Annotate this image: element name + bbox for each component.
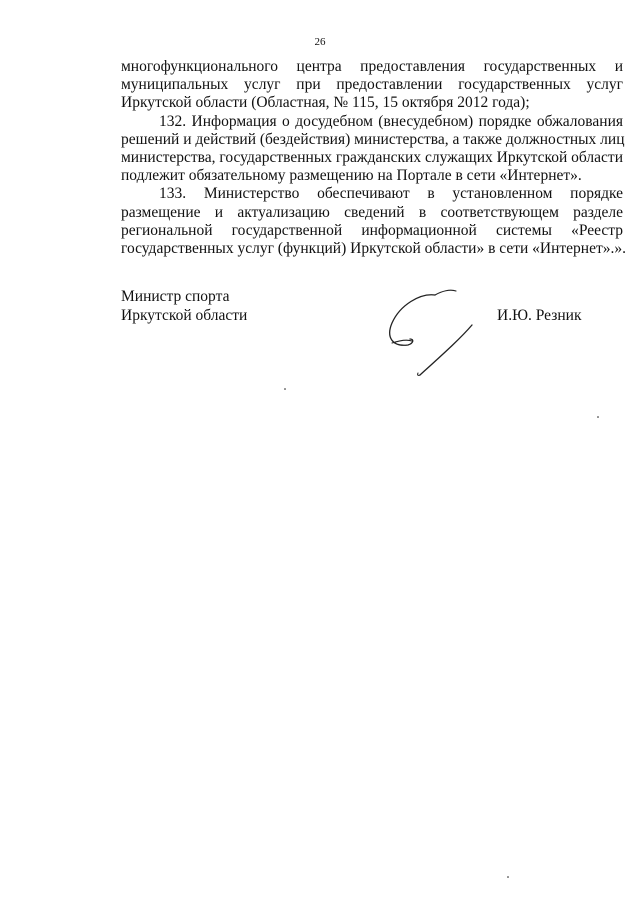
text-line: 133. Министерство обеспечивают в установленном порядке	[159, 185, 623, 203]
scan-speck	[597, 416, 599, 418]
text-line: муниципальных услуг при предоставлении государственных услуг	[121, 76, 623, 94]
handwritten-signature	[380, 283, 490, 381]
signer-title-line-1: Министр спорта	[121, 288, 230, 305]
signature-block	[121, 288, 623, 325]
text-line: размещение и актуализацию сведений в соответствующем разделе	[121, 203, 623, 221]
text-line: многофункционального центра предоставления государственных и	[121, 58, 623, 75]
text-line: региональной государственной информационной системы «Реестр	[121, 221, 623, 239]
text-line: подлежит обязательному размещению на Портале в сети «Интернет».	[121, 167, 582, 185]
page-number: 26	[314, 36, 326, 48]
text-line: государственных услуг (функций) Иркутской области» в сети «Интернет».».	[121, 240, 626, 258]
text-line: министерства, государственных гражданских служащих Иркутской области	[121, 149, 623, 167]
paragraph-132	[121, 113, 623, 186]
signer-name: И.Ю. Резник	[497, 306, 582, 324]
paragraph-133	[121, 185, 626, 258]
signer-title-line-2: Иркутской области	[121, 306, 248, 324]
text-line: решений и действий (бездействия) министерства, а также должностных лиц	[121, 130, 625, 148]
paragraph-continuation	[121, 58, 623, 113]
scan-speck	[284, 388, 286, 390]
document-body	[121, 58, 626, 258]
text-line: Иркутской области (Областная, № 115, 15 октября 2012 года);	[121, 94, 530, 112]
text-line: 132. Информация о досудебном (внесудебном) порядке обжалования	[159, 112, 623, 130]
scan-speck	[507, 876, 509, 878]
